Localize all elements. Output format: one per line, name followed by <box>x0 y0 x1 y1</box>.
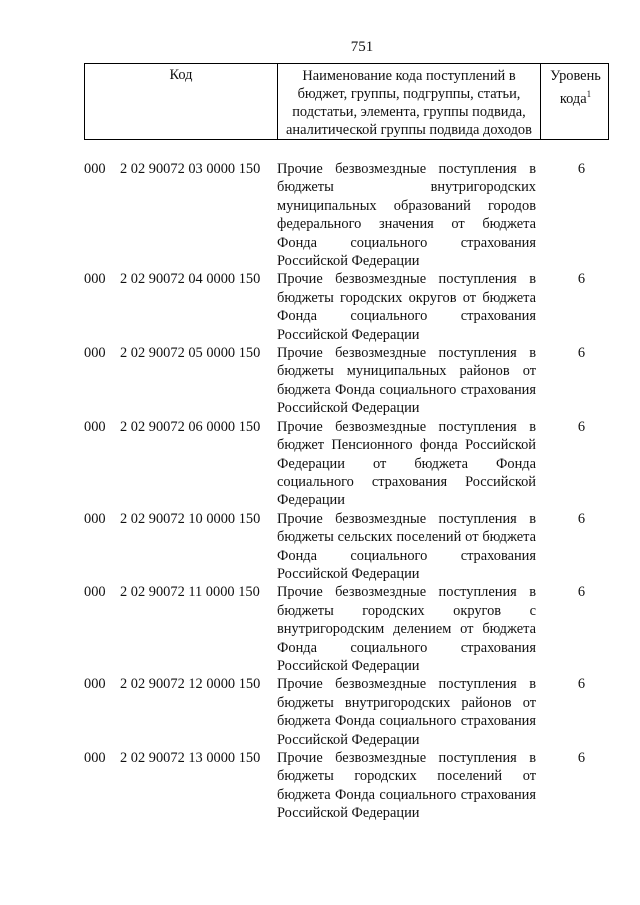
table-header <box>84 63 609 140</box>
row-code: 2 02 90072 05 0000 150 <box>120 345 261 362</box>
row-admin-code: 000 <box>84 584 106 601</box>
row-level: 6 <box>577 510 586 527</box>
row-name: Прочие безвозмездные поступления в бюджеты внутригородских муниципальных образований городов федерального значения от бюджета Фонда социального страхования Российской Федерации <box>277 161 536 270</box>
row-code: 2 02 90072 03 0000 150 <box>120 161 261 177</box>
header-level-tail: а <box>580 91 587 107</box>
row-code: 2 02 90072 04 0000 150 <box>120 271 261 288</box>
row-name: Прочие безвозмездные поступления в бюджеты муниципальных районов от бюджета Фонда социального страхования Российской Федерации <box>277 345 536 417</box>
row-name: Прочие безвозмездные поступления в бюджеты внутригородских районов от бюджета Фонда социального страхования Российской Федерации <box>277 676 536 748</box>
row-name: Прочие безвозмездные поступления в бюджеты городских поселений от бюджета Фонда социального страхования Российской Федерации <box>277 750 536 822</box>
table-row <box>84 418 609 510</box>
row-code: 2 02 90072 10 0000 150 <box>120 510 261 527</box>
page-number: 751 <box>350 39 374 55</box>
table-row <box>84 583 609 675</box>
row-level: 6 <box>577 161 586 177</box>
row-name: Прочие безвозмездные поступления в бюджеты сельских поселений от бюджета Фонда социального страхования Российской Федерации <box>277 510 536 582</box>
row-code: 2 02 90072 13 0000 150 <box>120 750 261 766</box>
header-level <box>541 64 610 139</box>
header-level-footnote: 1 <box>586 89 592 99</box>
row-admin-code: 000 <box>84 271 106 288</box>
row-level: 6 <box>577 271 586 288</box>
table-row <box>84 160 609 270</box>
row-code: 2 02 90072 06 0000 150 <box>120 418 261 435</box>
row-admin-code: 000 <box>84 510 106 527</box>
row-level: 6 <box>577 676 586 693</box>
row-level: 6 <box>577 584 586 601</box>
row-code: 2 02 90072 11 0000 150 <box>120 584 260 601</box>
row-name: Прочие безвозмездные поступления в бюджеты городских округов от бюджета Фонда социального страхования Российской Федерации <box>277 271 536 343</box>
row-level: 6 <box>577 345 586 362</box>
table-row <box>84 749 609 823</box>
row-code: 2 02 90072 12 0000 150 <box>120 676 261 693</box>
row-admin-code: 000 <box>84 750 106 766</box>
row-level: 6 <box>577 418 586 435</box>
header-name: Наименование кода поступлений в бюджет, группы, подгруппы, статьи, подстатьи, элемента, группы подвида, аналитической группы подвида доходов <box>278 64 541 139</box>
table-row <box>84 344 609 418</box>
header-level-label: Уровень код <box>550 68 601 107</box>
row-admin-code: 000 <box>84 345 106 362</box>
row-name: Прочие безвозмездные поступления в бюджеты городских округов с внутригородским делением от бюджета Фонда социального страхования Российской Федерации <box>277 584 536 674</box>
row-name: Прочие безвозмездные поступления в бюджет Пенсионного фонда Российской Федерации от бюджета Фонда социального страхования Российской Федерации <box>277 418 536 509</box>
row-level: 6 <box>577 750 586 766</box>
header-code: Код <box>85 64 278 139</box>
table-row <box>84 270 609 344</box>
table-row <box>84 510 609 584</box>
row-admin-code: 000 <box>84 161 106 177</box>
row-admin-code: 000 <box>84 418 106 435</box>
row-admin-code: 000 <box>84 676 106 693</box>
table-row <box>84 675 609 749</box>
table-body <box>84 160 609 823</box>
